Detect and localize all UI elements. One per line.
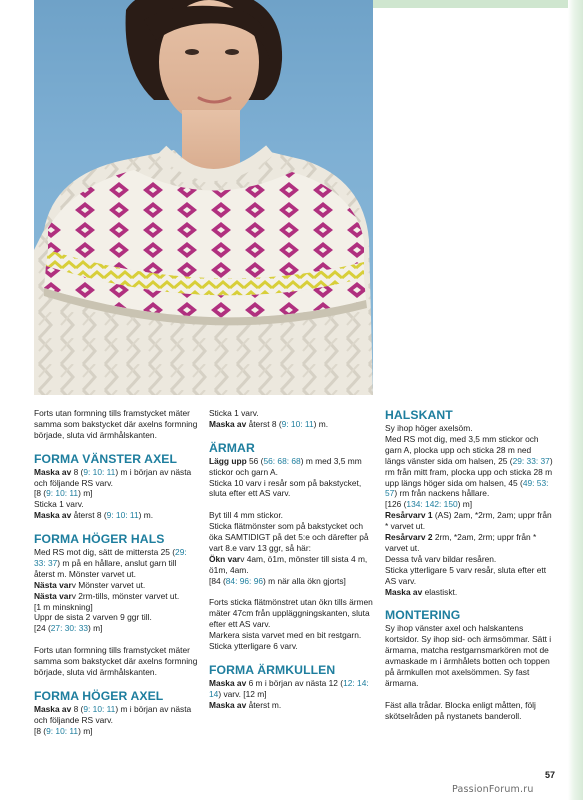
instruction-line: Sticka 1 varv.: [34, 499, 84, 510]
instruction-line: [24 (27: 30: 33) m]: [34, 623, 103, 634]
instruction-line: Maska av elastiskt.: [385, 586, 458, 597]
instruction-line: Med RS mot dig, sätt de mittersta 25 (29: 33: 37) m på en hållare, anslut garn till återst m. Mönster varvet ut.: [34, 547, 187, 579]
instruction-line: [1 m minskning]: [34, 601, 93, 612]
instruction-line: Sticka ytterligare 6 varv.: [209, 641, 298, 652]
instruction-line: Ökn varv 4am, ö1m, mönster till sista 4 m, ö1m, 4am.: [209, 553, 368, 575]
page-side-decoration: [568, 0, 583, 800]
instruction-line: Nästa varv 2rm-tills, mönster varvet ut.: [34, 590, 180, 601]
intro-paragraph: Forts utan formning tills framstycket mäter samma som bakstycket där axelns formning började, sluta vid ärmhålskanten.: [34, 408, 198, 440]
instruction-line: Byt till 4 mm stickor.: [209, 510, 283, 521]
instruction-line: Maska av återst 8 (9: 10: 11) m.: [209, 418, 329, 429]
instruction-line: Med RS mot dig, med 3,5 mm stickor och garn A, plocka upp och sticka 28 m ned längs vänster sida om halsen, 25 (29: 33: 37) rm från mitt fram, plocka upp och sticka 28 m upp längs höger sida om halsen, 45 (49: 53: 57) rm från nackens hållare.: [385, 433, 553, 499]
instruction-line: [8 (9: 10: 11) m]: [34, 725, 93, 736]
heading-halskant: HALSKANT: [385, 408, 453, 422]
instruction-line: Maska av återst m.: [209, 699, 282, 710]
instruction-line: Sticka 1 varv.: [209, 408, 259, 418]
instruction-line: Maska av 8 (9: 10: 11) m i början av nästa och följande RS varv.: [34, 466, 192, 488]
instruction-paragraph: Fäst alla trådar. Blocka enligt måtten, följ skötselråden på nystanets banderoll.: [385, 699, 536, 721]
heading-forma-vanster-axel: FORMA VÄNSTER AXEL: [34, 451, 178, 466]
instruction-line: [84 (84: 96: 96) m när alla ökn gjorts]: [209, 575, 346, 586]
instruction-line: Markera sista varvet med en bit restgarn.: [209, 630, 362, 641]
instruction-line: Sticka flätmönster som på bakstycket och öka SAMTIDIGT på det 5:e och därefter på vart 8.e varv 13 ggr, så här:: [209, 521, 369, 553]
text-column-1: [34, 408, 199, 737]
model-photo: [34, 0, 373, 395]
instruction-line: Maska av 8 (9: 10: 11) m i början av nästa och följande RS varv.: [34, 703, 192, 725]
heading-armar: ÄRMAR: [209, 440, 255, 455]
page-corner-decoration: [373, 0, 583, 8]
instruction-line: Resårvarv 1 (AS) 2am, *2rm, 2am; uppr från * varvet ut.: [385, 510, 552, 532]
instruction-paragraph: Sy ihop vänster axel och halskantens kortsidor. Sy ihop sid- och ärmsömmar. Sätt i ärmarna, matcha restgarnsmarkören mot de avmaskade m i ärmhålets botten och toppen på ärmkullen mot axelsömmen. Sy fast ärmarna.: [385, 623, 552, 688]
instruction-line: Lägg upp 56 (56: 68: 68) m med 3,5 mm stickor och garn A.: [209, 455, 362, 477]
instruction-line: [8 (9: 10: 11) m]: [34, 488, 93, 499]
text-column-2: [209, 408, 374, 711]
instruction-line: Forts sticka flätmönstret utan ökn tills ärmen mäter 47cm från uppläggningskanten, sluta efter ett AS varv.: [209, 597, 373, 630]
heading-forma-hoger-axel: FORMA HÖGER AXEL: [34, 688, 164, 703]
instruction-line: [126 (134: 142: 150) m]: [385, 499, 473, 510]
instruction-line: Uppr de sista 2 varven 9 ggr till.: [34, 612, 152, 623]
heading-montering: MONTERING: [385, 608, 461, 623]
instruction-line: Sticka ytterligare 5 varv resår, sluta efter ett AS varv.: [385, 564, 547, 586]
instruction-line: Dessa två varv bildar resåren.: [385, 553, 497, 564]
watermark: PassionForum.ru: [452, 784, 534, 795]
sweater-illustration: [34, 0, 373, 395]
instruction-line: Maska av 6 m i början av nästa 12 (12: 14: 14) varv. [12 m]: [209, 677, 369, 699]
heading-forma-armkullen: FORMA ÄRMKULLEN: [209, 662, 336, 677]
page-number: 57: [545, 770, 556, 780]
text-column-3: [385, 408, 553, 722]
instruction-line: Nästa varv Mönster varvet ut.: [34, 579, 146, 590]
instruction-line: Sy ihop höger axelsöm.: [385, 423, 473, 433]
instruction-line: Sticka 10 varv i resår som på bakstycket, sluta efter ett AS varv.: [209, 477, 362, 499]
outro-paragraph: Forts utan formning tills framstycket mäter samma som bakstycket där axelns formning började, sluta vid ärmhålskanten.: [34, 645, 198, 677]
instruction-line: Resårvarv 2 2rm, *2am, 2rm; uppr från * varvet ut.: [385, 532, 537, 553]
instruction-line: Maska av återst 8 (9: 10: 11) m.: [34, 510, 154, 521]
heading-forma-hoger-hals: FORMA HÖGER HALS: [34, 532, 165, 547]
